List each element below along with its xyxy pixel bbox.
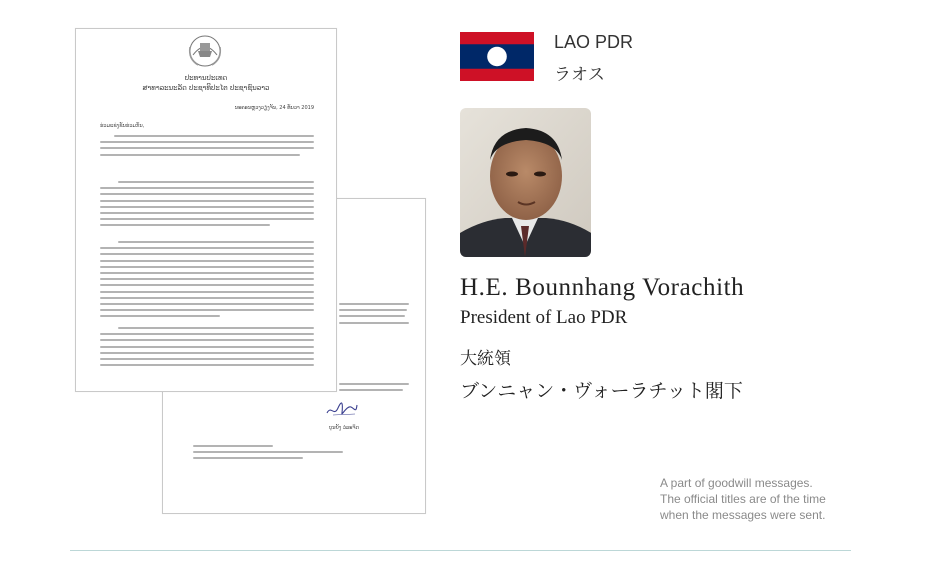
letter-paragraph-1 (100, 135, 314, 160)
note-line-3: when the messages were sent. (660, 508, 826, 522)
divider (70, 550, 851, 551)
letter-text-fragment (339, 383, 403, 395)
note-line-1: A part of goodwill messages. (660, 476, 813, 490)
country-name-en: LAO PDR (554, 32, 634, 52)
note-line-2: The official titles are of the time (660, 492, 826, 506)
letter-page-1 (75, 28, 337, 392)
letter-place-date: ນະຄອນຫຼວງວຽງຈັນ, 24 ທັນວາ 2019 (234, 105, 314, 111)
signature-icon (325, 399, 359, 419)
letter-paragraph-3 (100, 241, 314, 321)
letter-header-country: ສາທາລະນະລັດ ປະຊາທິປະໄຕ ປະຊາຊົນລາວ (142, 84, 270, 92)
letter-paragraph-2 (100, 181, 314, 231)
letter-paragraph-4 (100, 327, 314, 370)
letter-header-title: ປະທານປະເທດ (184, 74, 228, 82)
lao-flag-icon (460, 32, 534, 81)
disclaimer-note (660, 475, 826, 523)
person-name-ja: ブンニャン・ヴォーラチット閣下 (460, 380, 743, 402)
signer-name: ບຸນຍັງ ວໍລະຈິດ (329, 425, 359, 431)
portrait-photo (460, 108, 591, 257)
recipient-block (193, 445, 385, 464)
letter-salutation: ຮ່ວມແຂ່ງຂັນຮ່ວມກັນ, (100, 123, 145, 129)
letter-text-fragment (339, 303, 403, 328)
person-title-ja: 大統領 (460, 349, 511, 369)
lao-emblem-icon (186, 33, 224, 69)
country-name-ja: ラオス (554, 65, 605, 85)
person-name-en: H.E. Bounnhang Vorachith (460, 274, 745, 301)
person-title-en: President of Lao PDR (460, 307, 628, 328)
